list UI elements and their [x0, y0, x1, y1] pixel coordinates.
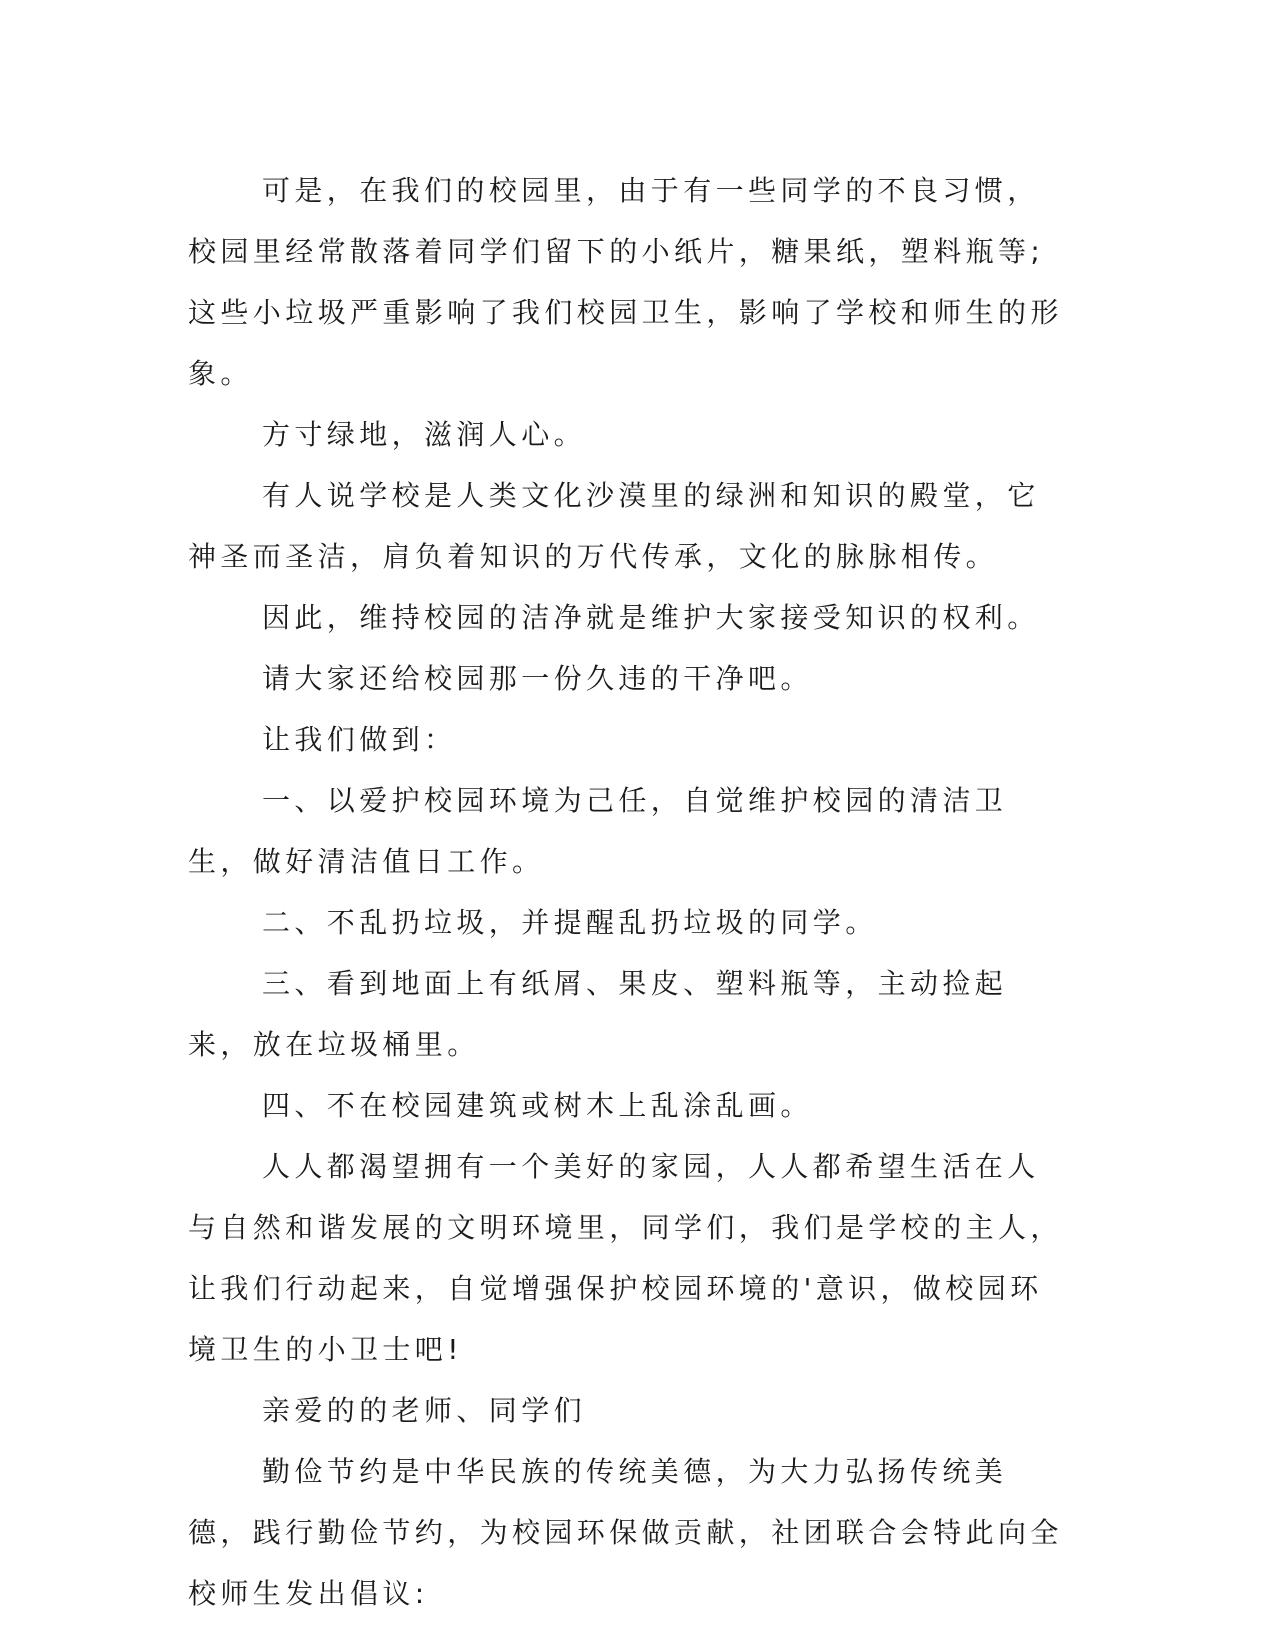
- paragraph: 可是，在我们的校园里，由于有一些同学的不良习惯，校园里经常散落着同学们留下的小纸片，糖果纸，塑料瓶等;这些小垃圾严重影响了我们校园卫生，影响了学校和师生的形象。: [188, 174, 1063, 390]
- document-body: [188, 160, 1068, 1624]
- paragraph: 勤俭节约是中华民族的传统美德，为大力弘扬传统美德，践行勤俭节约，为校园环保做贡献，社团联合会特此向全校师生发出倡议:: [188, 1455, 1063, 1610]
- paragraph: 二、不乱扔垃圾，并提醒乱扔垃圾的同学。: [262, 906, 878, 939]
- paragraph: 请大家还给校园那一份久违的干净吧。: [262, 662, 813, 695]
- paragraph: 让我们做到：: [262, 723, 457, 756]
- paragraph: 方寸绿地，滋润人心。: [262, 418, 587, 451]
- paragraph: 四、不在校园建筑或树木上乱涂乱画。: [262, 1089, 813, 1122]
- paragraph: 因此，维持校园的洁净就是维护大家接受知识的权利。: [262, 601, 1040, 634]
- paragraph: 三、看到地面上有纸屑、果皮、塑料瓶等，主动捡起来，放在垃圾桶里。: [188, 967, 1008, 1061]
- paragraph: 亲爱的的老师、同学们: [262, 1394, 587, 1427]
- paragraph: 人人都渴望拥有一个美好的家园，人人都希望生活在人与自然和谐发展的文明环境里，同学们，我们是学校的主人，让我们行动起来，自觉增强保护校园环境的'意识，做校园环境卫生的小卫士吧!: [188, 1150, 1063, 1366]
- paragraph: 有人说学校是人类文化沙漠里的绿洲和知识的殿堂，它神圣而圣洁，肩负着知识的万代传承，文化的脉脉相传。: [188, 479, 1040, 573]
- paragraph: 一、以爱护校园环境为己任，自觉维护校园的清洁卫生，做好清洁值日工作。: [188, 784, 1008, 878]
